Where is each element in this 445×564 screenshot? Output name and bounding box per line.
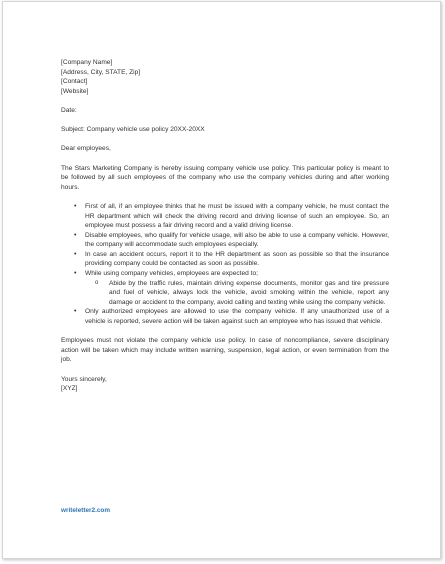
company-name: [Company Name] xyxy=(61,59,113,66)
sign-off: Yours sincerely, xyxy=(61,375,107,383)
policy-bullet-text: While using company vehicles, employees are expected to; xyxy=(85,270,258,278)
policy-bullet: • Only authorized employees are allowed to use the company vehicle. If any unauthorized use of a vehicle is reported, severe action will be taken against such an employee who has issued that vehicle. xyxy=(61,307,389,326)
policy-bullet: • First of all, if an employee thinks that he must be issued with a company vehicle, he must contact the HR department which will check the driving record and driving license of such an employee. So, an employee must possess a fair driving record and a valid driving license. xyxy=(61,202,389,231)
sender-address-block xyxy=(61,58,389,96)
signature-name: [XYZ] xyxy=(61,385,78,393)
date-label: Date: xyxy=(61,106,77,114)
closing-paragraph: Employees must not violate the company vehicle use policy. In case of noncompliance, severe disciplinary action will be taken which may include written warning, suspension, legal action, or even termination from the job. xyxy=(61,337,389,364)
policy-bullet-list xyxy=(61,202,389,327)
letter-body xyxy=(61,58,389,394)
contact-line: [Contact] xyxy=(61,78,88,86)
intro-paragraph: The Stars Marketing Company is hereby issuing company vehicle use policy. This particular policy is meant to be followed by all such employees of the company who use the company vehicles during and after working hours. xyxy=(61,164,389,191)
policy-sub-list xyxy=(85,279,389,308)
policy-bullet-with-sublist xyxy=(61,269,389,307)
footer-website-link[interactable]: writeletter2.com xyxy=(61,507,111,514)
policy-sub-bullet: o Abide by the traffic rules, maintain driving expense documents, monitor gas and tire pressure and fuel of vehicle, always lock the vehicle, avoid smoking within the vehicle, report any damage or accident to the company, avoid calling and texting while using the company vehicle. xyxy=(85,279,389,308)
website-line: [Website] xyxy=(61,87,89,95)
letter-page xyxy=(2,1,441,559)
salutation: Dear employees, xyxy=(61,145,111,153)
policy-bullet: • Disable employees, who qualify for vehicle usage, will also be able to use a company vehicle. However, the company will accommodate such employees especially. xyxy=(61,231,389,250)
policy-bullet: • In case an accident occurs, report it to the HR department as soon as possible so that the insurance providing company could be contacted as soon as possible. xyxy=(61,250,389,269)
address-line: [Address, City, STATE, Zip] xyxy=(61,68,141,76)
subject-line: Subject: Company vehicle use policy 20XX-20XX xyxy=(61,126,205,134)
